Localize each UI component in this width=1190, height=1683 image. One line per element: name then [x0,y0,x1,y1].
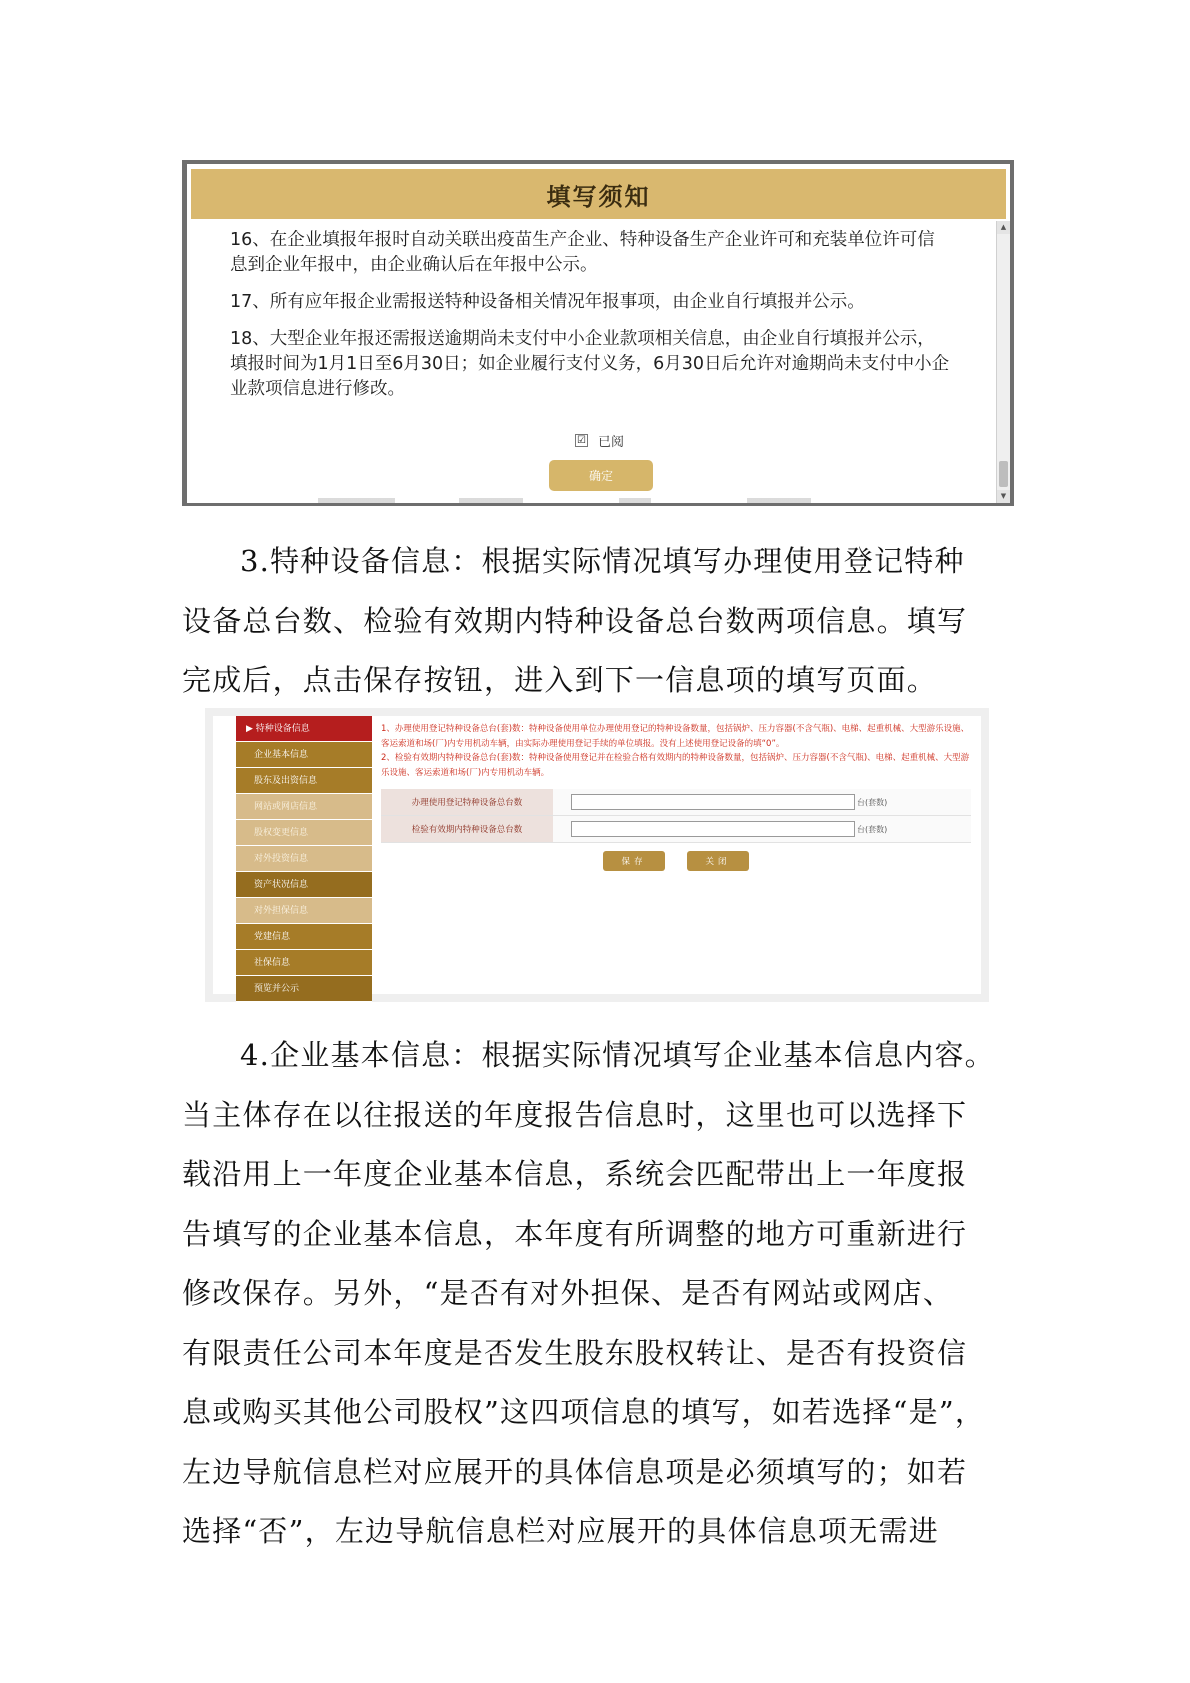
paragraph-line: 有限责任公司本年度是否发生股东股权转让、是否有投资信 [182,1335,968,1370]
notice-dialog-screenshot [182,160,1014,506]
notice-dialog [187,164,1010,503]
nav-item-assets[interactable]: 资产状况信息 [236,872,372,898]
form-row [381,816,971,843]
equipment-form-table [381,789,971,843]
save-button[interactable]: 保存 [603,851,665,871]
scroll-down-icon[interactable]: ▼ [997,490,1010,503]
nav-item-social-security[interactable]: 社保信息 [236,950,372,976]
nav-item-equity-change[interactable]: 股权变更信息 [236,820,372,846]
form-row [381,789,971,816]
report-app [213,716,981,994]
field-unit: 台(套数) [857,824,888,834]
nav-item-party[interactable]: 党建信息 [236,924,372,950]
vertical-scrollbar[interactable] [996,221,1010,503]
paragraph-basic-info [182,1026,1018,1562]
form-note: 2、检验有效期内特种设备总台(套)数：特种设备使用登记并在检验合格有效期内的特种设备数量，包括锅炉、压力容器(不含气瓶)、电梯、起重机械、大型游乐设施、客运索道和场(厂)内专用机动车辆。 [381,753,970,778]
read-label: 已阅 [598,435,625,450]
dialog-title: 填写须知 [546,182,651,211]
read-acknowledge[interactable] [575,431,624,450]
scroll-up-icon[interactable]: ▲ [997,221,1010,234]
report-nav [236,716,372,1002]
field-cell [553,816,971,843]
close-button[interactable]: 关闭 [687,851,749,871]
confirm-button[interactable]: 确定 [549,460,653,491]
nav-item-guarantee[interactable]: 对外担保信息 [236,898,372,924]
equipment-form-screenshot [205,708,989,1002]
paragraph-line: 设备总台数、检验有效期内特种设备总台数两项信息。填写 [182,603,968,638]
notice-item-18: 18、大型企业年报还需报送逾期尚未支付中小企业款项相关信息，由企业自行填报并公示，填报时间为1月1日至6月30日；如企业履行支付义务，6月30日后允许对逾期尚未支付中小企业款项信息进行修改。 [230,329,950,399]
paragraph-special-equipment [182,532,1018,711]
field-label: 办理使用登记特种设备总台数 [381,789,553,816]
notice-item-16: 16、在企业填报年报时自动关联出疫苗生产企业、特种设备生产企业许可和充装单位许可信息到企业年报中，由企业确认后在年报中公示。 [230,230,935,275]
scroll-thumb[interactable] [999,461,1008,487]
nav-item-investment[interactable]: 对外投资信息 [236,846,372,872]
paragraph-line: 3.特种设备信息：根据实际情况填写办理使用登记特种 [240,544,965,578]
paragraph-line: 完成后，点击保存按钮，进入到下一信息项的填写页面。 [182,663,938,697]
paragraph-line: 告填写的企业基本信息，本年度有所调整的地方可重新进行 [182,1216,968,1251]
nav-item-special-equipment[interactable]: ▶ 特种设备信息 [236,716,372,742]
nav-item-shareholders[interactable]: 股东及出资信息 [236,768,372,794]
form-actions [603,851,973,871]
notice-item-17: 17、所有应年报企业需报送特种设备相关情况年报事项，由企业自行填报并公示。 [230,292,865,312]
dialog-header [191,169,1006,219]
paragraph-line: 当主体存在以往报送的年度报告信息时，这里也可以选择下 [182,1097,968,1132]
paragraph-line: 选择“否”，左边导航信息栏对应展开的具体信息项无需进 [182,1514,939,1548]
background-page-fragment [267,498,907,503]
form-note: 1、办理使用登记特种设备总台(套)数：特种设备使用单位办理使用登记的特种设备数量，包括锅炉、压力容器(不含气瓶)、电梯、起重机械、大型游乐设施、客运索道和场(厂)内专用机动车辆，由实际办理使用登记手续的单位填报。没有上述使用登记设备的填“0”。 [381,724,970,749]
registered-equipment-count-input[interactable] [571,794,855,810]
nav-item-website[interactable]: 网站或网店信息 [236,794,372,820]
paragraph-line: 载沿用上一年度企业基本信息，系统会匹配带出上一年度报 [182,1157,968,1191]
nav-item-preview-publish[interactable]: 预览并公示 [236,976,372,1002]
paragraph-line: 修改保存。另外，“是否有对外担保、是否有网站或网店、 [182,1276,954,1310]
form-content [381,722,973,871]
field-label: 检验有效期内特种设备总台数 [381,816,553,843]
form-notes [381,722,973,780]
field-unit: 台(套数) [857,797,888,807]
read-checkbox[interactable]: ☑ [575,434,588,447]
notice-list [230,228,950,414]
paragraph-line: 4.企业基本信息：根据实际情况填写企业基本信息内容。 [240,1038,995,1072]
paragraph-line: 息或购买其他公司股权”这四项信息的填写，如若选择“是”， [182,1395,986,1429]
nav-item-basic-info[interactable]: 企业基本信息 [236,742,372,768]
inspected-equipment-count-input[interactable] [571,821,855,837]
field-cell [553,789,971,816]
paragraph-line: 左边导航信息栏对应展开的具体信息项是必须填写的；如若 [182,1454,968,1489]
